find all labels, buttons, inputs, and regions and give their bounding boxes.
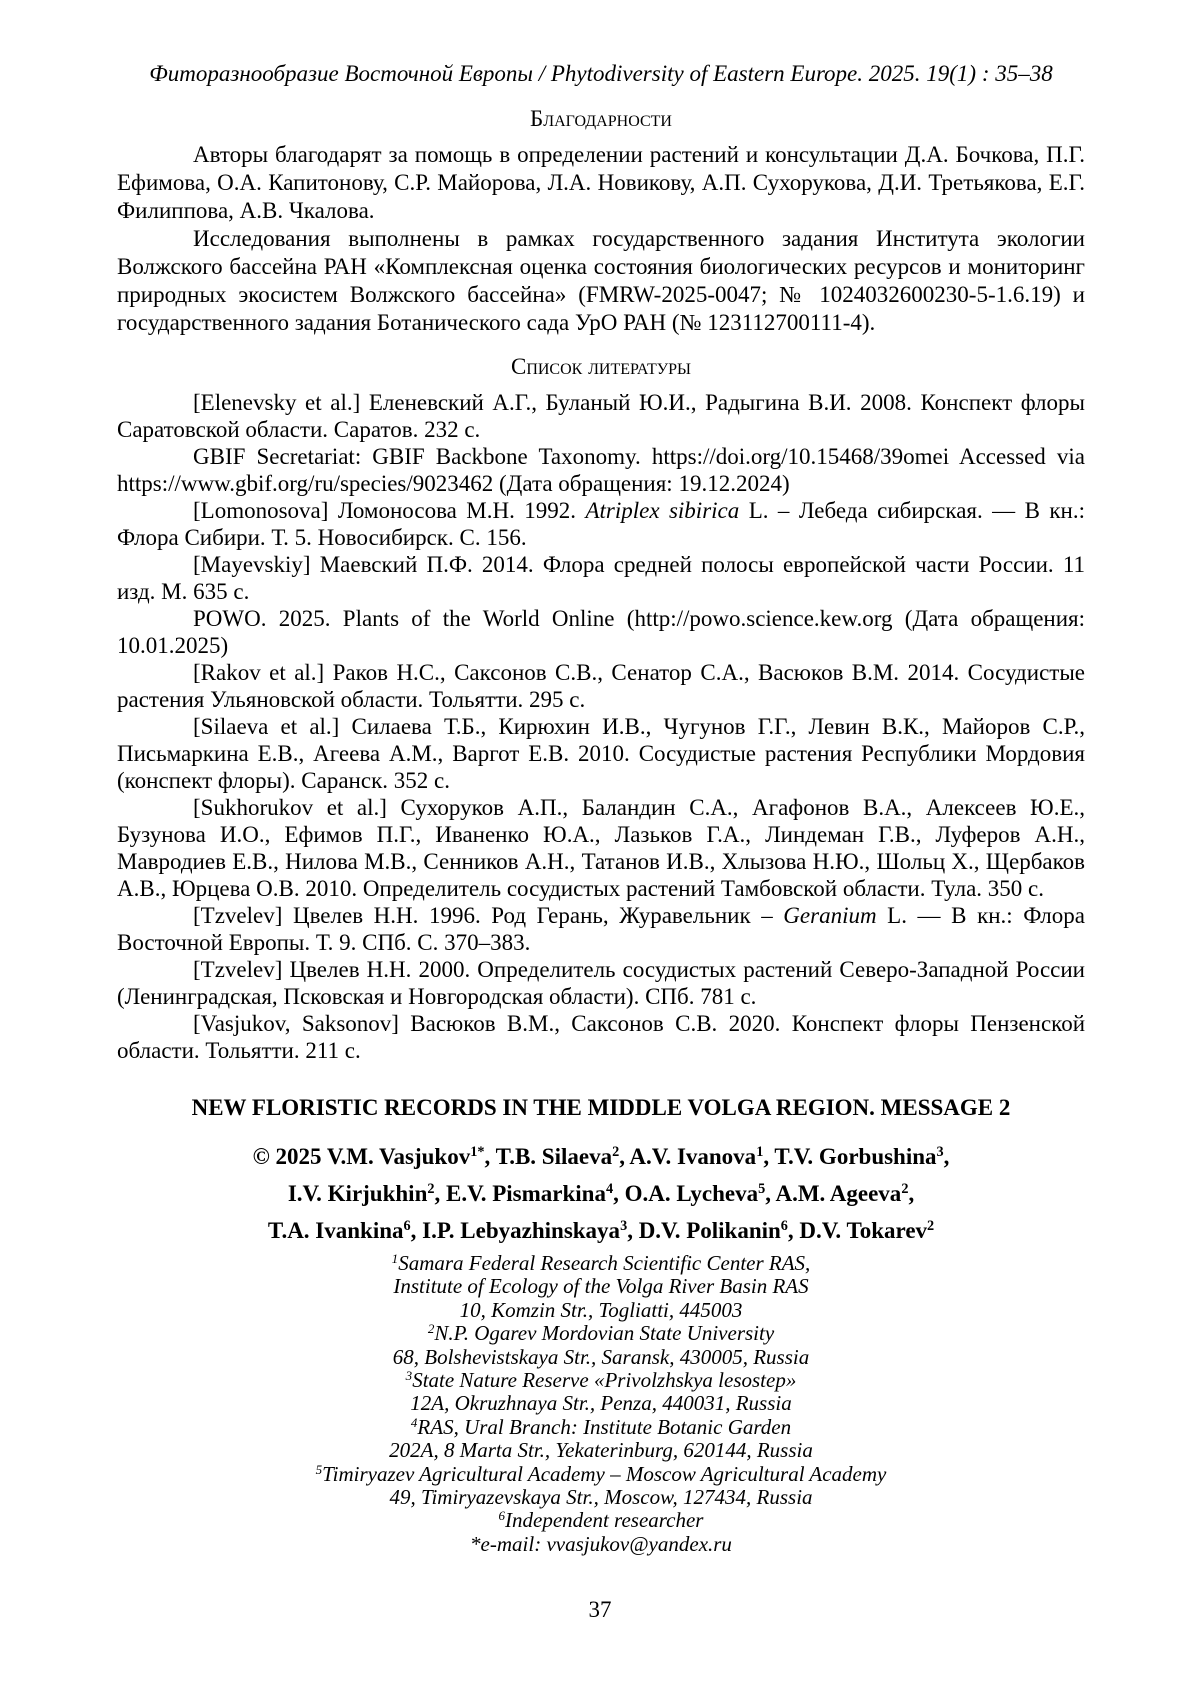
text-segment: , bbox=[943, 1144, 950, 1169]
affiliation-line bbox=[117, 1509, 1085, 1532]
text-segment: POWO. 2025. Plants of the World Online (http://powo.science.kew.org (Дата обращения: 10.01.2025) bbox=[117, 606, 1085, 658]
text-segment: 1* bbox=[470, 1144, 485, 1161]
acknowledgments-paragraph: Авторы благодарят за помощь в определении растений и консультации Д.А. Бочкова, П.Г. Ефимова, О.А. Капитонову, С.Р. Майорова, Л.А. Новикову, А.П. Сухорукова, Д.И. Третьякова, Е.Г. Филиппова, А.В. Чкалова. bbox=[117, 142, 1085, 223]
text-segment: 5 bbox=[758, 1181, 766, 1198]
text-segment: Atriplex sibirica bbox=[585, 498, 740, 523]
affiliation-line bbox=[117, 1252, 1085, 1275]
text-segment: 1 bbox=[391, 1250, 399, 1266]
affiliation-line bbox=[117, 1416, 1085, 1439]
text-segment: 6 bbox=[498, 1508, 506, 1524]
acknowledgments-heading: Благодарности bbox=[530, 106, 672, 131]
text-segment: , I.P. Lebyazhinskaya bbox=[410, 1218, 621, 1243]
text-segment: T.A. Ivankina bbox=[267, 1218, 404, 1243]
article-title: NEW FLORISTIC RECORDS IN THE MIDDLE VOLGA REGION. MESSAGE 2 bbox=[191, 1095, 1011, 1120]
text-segment: [Sukhorukov et al.] Сухоруков А.П., Баландин С.А., Агафонов В.А., Алексеев Ю.Е., Бузунова И.О., Ефимов П.Г., Иваненко Ю.А., Лазьков Г.А., Линдеман Г.В., Луферов А.Н., Мавродиев Е.В., Нилова М.В., Сенников А.Н., Татанов И.В., Хлызова Н.Ю., Шольц Х., Щербаков А.В., Юрцева О.В. 2010. Определитель сосудистых растений Тамбовской области. Тула. 350 с. bbox=[117, 795, 1085, 901]
text-segment: , T.V. Gorbushina bbox=[763, 1144, 937, 1169]
affiliation-line bbox=[117, 1275, 1085, 1298]
reference-entry bbox=[117, 713, 1085, 794]
text-segment: N.P. Ogarev Mordovian State University bbox=[434, 1321, 775, 1346]
text-segment: Independent researcher bbox=[505, 1508, 704, 1533]
references-heading: Список литературы bbox=[510, 354, 691, 379]
text-segment: [Tzvelev] Цвелев Н.Н. 1996. Род Герань, Журавельник – bbox=[193, 903, 784, 928]
affiliation-line bbox=[117, 1369, 1085, 1392]
text-segment: , A.V. Ivanova bbox=[619, 1144, 757, 1169]
text-segment: 3 bbox=[405, 1367, 413, 1383]
text-segment: 6 bbox=[403, 1218, 411, 1235]
reference-entry bbox=[117, 956, 1085, 1010]
text-segment: State Nature Reserve «Privolzhskya lesostep» bbox=[412, 1368, 797, 1393]
affiliation-line bbox=[117, 1439, 1085, 1462]
reference-entry bbox=[117, 551, 1085, 605]
text-segment: 12A, Okruzhnaya Str., Penza, 440031, Russia bbox=[410, 1391, 792, 1416]
affiliation-line bbox=[117, 1533, 1085, 1556]
text-segment: 2 bbox=[427, 1321, 435, 1337]
text-segment: 2 bbox=[612, 1144, 620, 1161]
affiliations-block bbox=[117, 1252, 1085, 1556]
text-segment: 2 bbox=[927, 1218, 935, 1235]
text-segment: Institute of Ecology of the Volga River Basin RAS bbox=[393, 1274, 809, 1299]
journal-header-line: Фиторазнообразие Восточной Европы / Phytodiversity of Eastern Europe. 2025. 19(1) : 35–38 bbox=[149, 61, 1053, 86]
text-segment: I.V. Kirjukhin bbox=[287, 1181, 428, 1206]
text-segment: [Rakov et al.] Раков Н.С., Саксонов С.В., Сенатор С.А., Васюков В.М. 2014. Сосудистые растения Ульяновской области. Тольятти. 295 с. bbox=[117, 660, 1085, 712]
text-segment: RAS, Ural Branch: Institute Botanic Garden bbox=[417, 1414, 792, 1439]
reference-entry bbox=[117, 794, 1085, 902]
text-segment: 3 bbox=[936, 1144, 944, 1161]
text-segment: , E.V. Pismarkina bbox=[434, 1181, 606, 1206]
text-segment: GBIF Secretariat: GBIF Backbone Taxonomy. https://doi.org/10.15468/39omei Accessed via https://www.gbif.org/ru/species/9023462 (Дата обращения: 19.12.2024) bbox=[117, 444, 1085, 496]
text-segment: , O.A. Lycheva bbox=[613, 1181, 759, 1206]
author-line bbox=[117, 1212, 1085, 1249]
text-segment: , T.B. Silaeva bbox=[484, 1144, 613, 1169]
affiliation-line bbox=[117, 1486, 1085, 1509]
funding-paragraph: Исследования выполнены в рамках государственного задания Института экологии Волжского бассейна РАН «Комплексная оценка состояния биологических ресурсов и мониторинг природных экосистем Волжского бассейна» (FMRW-2025-0047; № 1024032600230-5-1.6.19) и государственного задания Ботанического сада УрО РАН (№ 123112700111-4). bbox=[117, 226, 1085, 335]
text-segment: Samara Federal Research Scientific Center RAS, bbox=[398, 1251, 811, 1275]
text-segment: , D.V. Polikanin bbox=[627, 1218, 781, 1243]
affiliation-line bbox=[117, 1299, 1085, 1322]
reference-entry bbox=[117, 902, 1085, 956]
text-segment: 202A, 8 Marta Str., Yekaterinburg, 620144, Russia bbox=[389, 1438, 813, 1463]
text-segment: [Mayevskiy] Маевский П.Ф. 2014. Флора средней полосы европейской части России. 11 изд. М. 635 с. bbox=[117, 552, 1085, 604]
text-segment: , A.M. Ageeva bbox=[765, 1181, 902, 1206]
text-segment: Timiryazev Agricultural Academy – Moscow Agricultural Academy bbox=[322, 1461, 887, 1486]
reference-entry bbox=[117, 443, 1085, 497]
text-segment: L. – Лебеда сибирская. — В кн.: Флора Сибири. Т. 5. Новосибирск. С. 156. bbox=[117, 498, 1086, 550]
text-segment: , D.V. Tokarev bbox=[787, 1218, 928, 1243]
text-segment: [Elenevsky et al.] Еленевский А.Г., Буланый Ю.И., Радыгина В.И. 2008. Конспект флоры Саратовской области. Саратов. 232 с. bbox=[117, 390, 1085, 442]
text-segment: 4 bbox=[410, 1414, 418, 1430]
affiliation-line bbox=[117, 1346, 1085, 1369]
page-number: 37 bbox=[588, 1597, 612, 1622]
author-line bbox=[117, 1138, 1085, 1175]
text-segment: *e-mail: vvasjukov@yandex.ru bbox=[470, 1531, 732, 1556]
authors-block bbox=[117, 1138, 1085, 1249]
text-segment: 1 bbox=[756, 1144, 764, 1161]
references-list bbox=[117, 389, 1085, 1064]
text-segment: [Silaeva et al.] Силаева Т.Б., Кирюхин И.В., Чугунов Г.Г., Левин В.К., Майоров С.Р., Письмаркина Е.В., Агеева А.М., Варгот Е.В. 2010. Сосудистые растения Республики Мордовия (конспект флоры). Саранск. 352 с. bbox=[117, 714, 1085, 793]
reference-entry bbox=[117, 497, 1085, 551]
text-segment: 4 bbox=[605, 1181, 614, 1198]
reference-entry bbox=[117, 1010, 1085, 1064]
text-segment: 68, Bolshevistskaya Str., Saransk, 430005, Russia bbox=[392, 1344, 810, 1369]
author-line bbox=[117, 1175, 1085, 1212]
text-segment: L. — В кн.: Флора Восточной Европы. Т. 9. СПб. С. 370–383. bbox=[117, 903, 1085, 955]
text-segment: 5 bbox=[315, 1461, 323, 1477]
reference-entry bbox=[117, 389, 1085, 443]
reference-entry bbox=[117, 605, 1085, 659]
text-segment: 2 bbox=[901, 1181, 909, 1198]
affiliation-line bbox=[117, 1392, 1085, 1415]
text-segment: , bbox=[908, 1181, 915, 1206]
text-segment: Geranium bbox=[783, 903, 877, 928]
reference-entry bbox=[117, 659, 1085, 713]
text-segment: [Vasjukov, Saksonov] Васюков В.М., Саксонов С.В. 2020. Конспект флоры Пензенской области. Тольятти. 211 с. bbox=[117, 1011, 1085, 1063]
text-segment: 3 bbox=[620, 1218, 628, 1235]
text-segment: 10, Komzin Str., Togliatti, 445003 bbox=[459, 1297, 743, 1322]
text-segment: [Lomonosova] Ломоносова М.Н. 1992. bbox=[193, 498, 586, 523]
text-segment: 2 bbox=[427, 1181, 435, 1198]
affiliation-line bbox=[117, 1322, 1085, 1345]
text-segment: [Tzvelev] Цвелев Н.Н. 2000. Определитель сосудистых растений Северо-Западной России (Ленинградская, Псковская и Новгородская области). СПб. 781 с. bbox=[117, 957, 1085, 1009]
text-segment: 6 bbox=[780, 1218, 788, 1235]
text-segment: 49, Timiryazevskaya Str., Moscow, 127434, Russia bbox=[389, 1485, 813, 1510]
text-segment: © 2025 V.M. Vasjukov bbox=[252, 1144, 471, 1169]
affiliation-line bbox=[117, 1463, 1085, 1486]
